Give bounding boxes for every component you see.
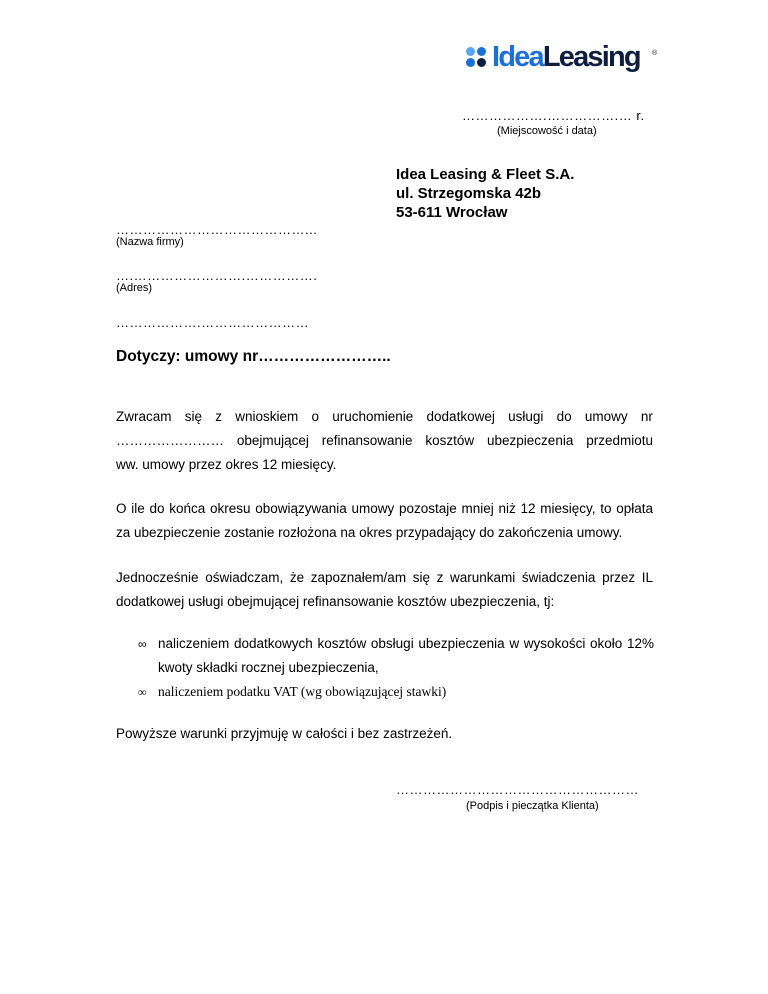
address-label: (Adres) xyxy=(116,282,153,294)
infinity-bullet-icon: ∞ xyxy=(138,637,147,651)
list-item-text: naliczeniem podatku VAT (wg obowiązującej stawki) xyxy=(158,684,447,699)
logo-dots-icon xyxy=(466,47,488,69)
word: ubezpieczenia xyxy=(487,433,574,448)
request-line-2 xyxy=(116,429,653,453)
word: obejmującej xyxy=(236,433,309,448)
conditions-list xyxy=(138,632,654,704)
infinity-bullet-icon: ∞ xyxy=(138,685,147,699)
list-item xyxy=(138,680,654,704)
word: przedmiotu xyxy=(586,433,653,448)
word: nr xyxy=(640,409,653,424)
logo-wordmark: IdeaLeasing xyxy=(492,41,640,73)
word: uruchomienie xyxy=(332,409,414,424)
recipient-city: 53-611 Wrocław xyxy=(396,204,508,221)
word: wnioskiem xyxy=(235,409,299,424)
recipient-street: ul. Strzegomska 42b xyxy=(396,185,542,202)
word: o xyxy=(311,409,320,424)
list-item-text: naliczeniem dodatkowych kosztów obsługi ubezpieczenia w wysokości około 12% kwoty składki rocznej ubezpieczenia, xyxy=(158,636,654,675)
recipient-address xyxy=(396,165,574,222)
word: umowy xyxy=(584,409,628,424)
term-paragraph: O ile do końca okresu obowiązywania umowy pozostaje mniej niż 12 miesięcy, to opłata za ubezpieczenie zostanie rozłożona na okres przypadający do zakończenia umowy. xyxy=(116,501,653,540)
request-line-3: ww. umowy przez okres 12 miesięcy. xyxy=(116,457,337,472)
word: dodatkowej xyxy=(426,409,495,424)
word: się xyxy=(184,409,203,424)
word: kosztów xyxy=(425,433,475,448)
place-date-field: ……………….…………….… r. xyxy=(462,108,645,123)
company-name-label: (Nazwa firmy) xyxy=(116,236,184,248)
word: usługi xyxy=(508,409,544,424)
address-field: ….…………………….……………. xyxy=(116,268,318,283)
address-extra-field: ……………….…………………… xyxy=(116,315,310,330)
place-date-label: (Miejscowość i data) xyxy=(497,125,597,137)
subject-line: Dotyczy: umowy nr…………………….. xyxy=(116,348,391,365)
signature-field: ……………………………………………… xyxy=(396,782,639,797)
word: do xyxy=(556,409,572,424)
list-item xyxy=(138,632,654,680)
acceptance-statement: Powyższe warunki przyjmuję w całości i bez zastrzeżeń. xyxy=(116,726,453,741)
word: Zwracam xyxy=(116,409,172,424)
request-line-1 xyxy=(116,405,653,429)
declaration-paragraph: Jednocześnie oświadczam, że zapoznałem/am się z warunkami świadczenia przez IL dodatkowej usługi obejmującej refinansowanie kosztów ubezpieczenia, tj: xyxy=(116,570,653,609)
word: refinansowanie xyxy=(321,433,413,448)
signature-label: (Podpis i pieczątka Klienta) xyxy=(466,800,599,812)
request-paragraph xyxy=(116,405,653,477)
word: …………………… xyxy=(116,433,224,448)
word: z xyxy=(215,409,222,424)
idea-leasing-logo xyxy=(466,42,656,78)
registered-mark: ® xyxy=(652,50,658,57)
company-name-field: ……………………………………... xyxy=(116,222,318,237)
recipient-name: Idea Leasing & Fleet S.A. xyxy=(396,166,575,183)
